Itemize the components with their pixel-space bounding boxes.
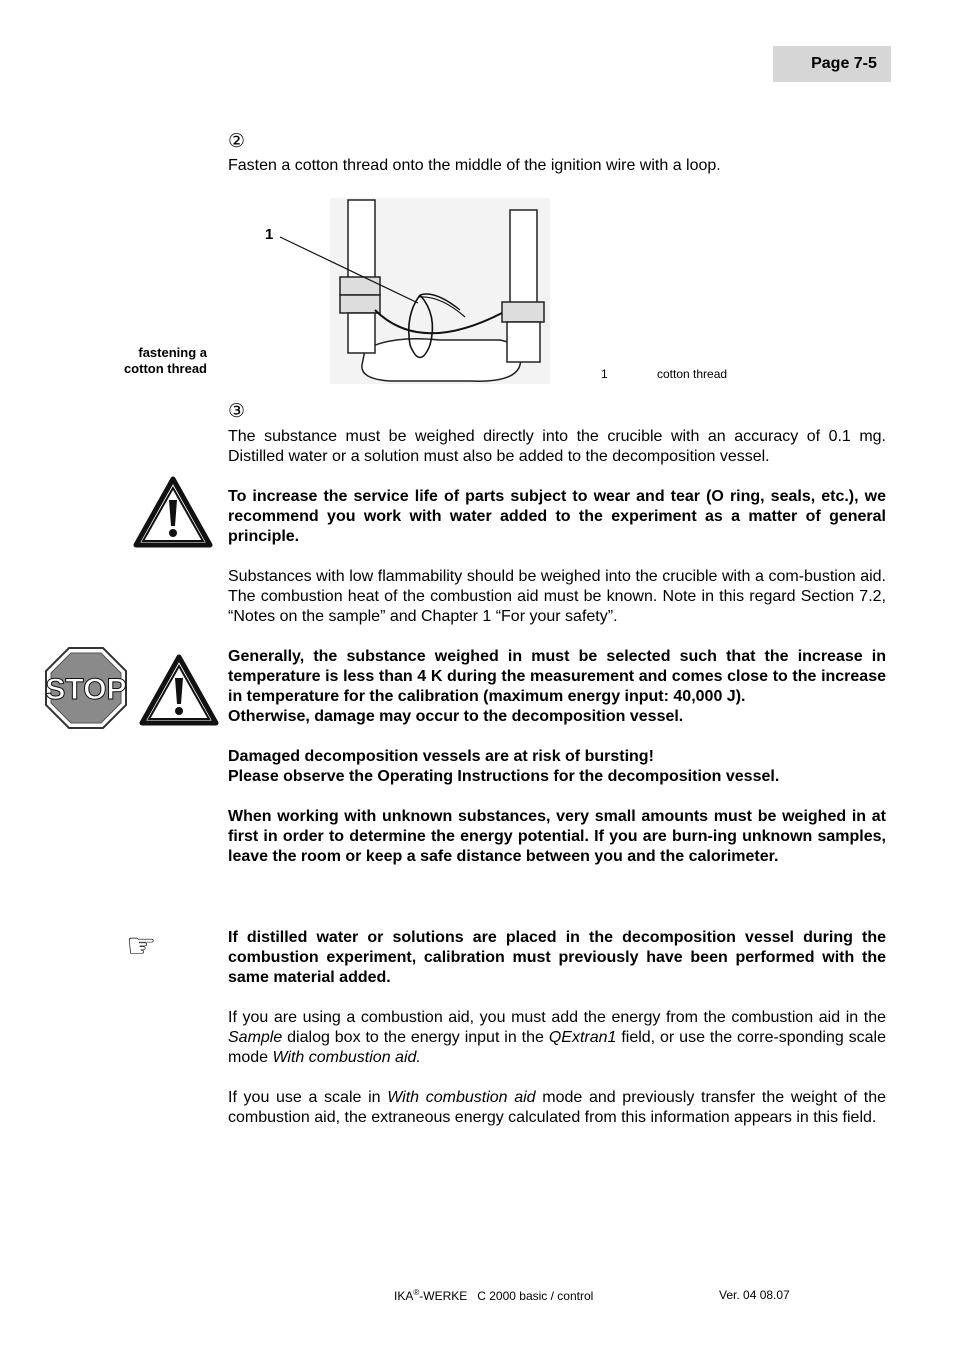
warning-wear-text: To increase the service life of parts subject to wear and tear (O ring, seals, etc.), we recommend you work with water added to the experiment as a matter of general principle. <box>228 488 886 545</box>
scale-mode-name-2: With combustion aid <box>387 1089 536 1106</box>
warning-triangle-icon-2 <box>139 654 219 726</box>
scale-paragraph <box>228 1088 886 1128</box>
stop-sign-label: STOP <box>45 673 127 706</box>
flammability-paragraph: Substances with low flammability should be weighed into the crucible with a com-bustion aid. The combustion heat of the combustion aid must be known. Note in this regard Section 7.2, “Notes on the sample” and Chapter 1 “For your safety”. <box>228 568 886 625</box>
aid-text-1: If you are using a combustion aid, you must add the energy from the combustion aid in the <box>228 1009 886 1026</box>
damage-warning: Otherwise, damage may occur to the decomposition vessel. <box>228 708 684 725</box>
step-3-text: The substance must be weighed directly into the crucible with an accuracy of 0.1 mg. Distilled water or a solution must also be added to the decomposition vessel. <box>228 428 886 465</box>
footer-version: Ver. 04 08.07 <box>719 1288 790 1302</box>
figure-legend-text: cotton thread <box>657 367 728 381</box>
combustion-aid-paragraph <box>228 1008 886 1068</box>
bursting-warning: Damaged decomposition vessels are at risk of bursting! <box>228 748 654 765</box>
sample-dialog-name: Sample <box>228 1029 283 1046</box>
calibration-note: If distilled water or solutions are placed in the decomposition vessel during the combustion experiment, calibration must previously have been performed with the same material added. <box>228 929 886 986</box>
qextran-field-name: QExtran1 <box>548 1029 617 1046</box>
side-label-line2: cotton thread <box>123 361 207 376</box>
figure-legend-number: 1 <box>601 367 608 381</box>
footer-product <box>394 1288 593 1303</box>
scale-mode-name: With combustion aid. <box>272 1049 421 1066</box>
aid-text-3: field, or use the corre-sponding scale mode <box>228 1029 887 1066</box>
footer-registered-mark: ® <box>413 1288 420 1297</box>
temperature-warning: Generally, the substance weighed in must be selected such that the increase in temperature is less than 4 K during the measurement and comes close to the increase in temperature for the calibration (maximum energy input: 40,000 J). <box>228 648 886 705</box>
aid-text-2: dialog box to the energy input in the <box>282 1029 549 1046</box>
operating-instructions-note: Please observe the Operating Instructions for the decomposition vessel. <box>228 768 780 785</box>
footer-brand: IKA <box>394 1289 414 1303</box>
ignition-wire-illustration <box>270 195 570 387</box>
step-2-text: Fasten a cotton thread onto the middle of the ignition wire with a loop. <box>228 157 721 174</box>
page-number-badge <box>773 46 891 82</box>
figure-callout-number: 1 <box>265 226 274 243</box>
figure-side-label <box>124 345 207 377</box>
scale-text-2: mode and previously transfer the weight of the combustion aid, the extraneous energy calculated from this information appears in this field. <box>228 1089 886 1126</box>
pointing-hand-icon: ☞ <box>126 927 157 965</box>
footer-product-name: -WERKE C 2000 basic / control <box>419 1289 594 1303</box>
stop-warning-block <box>228 647 886 867</box>
side-label-line1: fastening a <box>138 345 207 360</box>
warning-triangle-icon <box>133 476 213 548</box>
scale-text-1: If you use a scale in <box>228 1089 388 1106</box>
stop-sign-icon <box>44 646 128 730</box>
step-2-marker: ② <box>228 131 246 152</box>
step-3-marker: ③ <box>228 401 246 422</box>
unknown-substances-warning: When working with unknown substances, very small amounts must be weighed in at first in order to determine the energy potential. If you are burn-ing unknown samples, leave the room or keep a safe distance between you and the calorimeter. <box>228 808 886 865</box>
page-number: Page 7-5 <box>811 55 877 72</box>
